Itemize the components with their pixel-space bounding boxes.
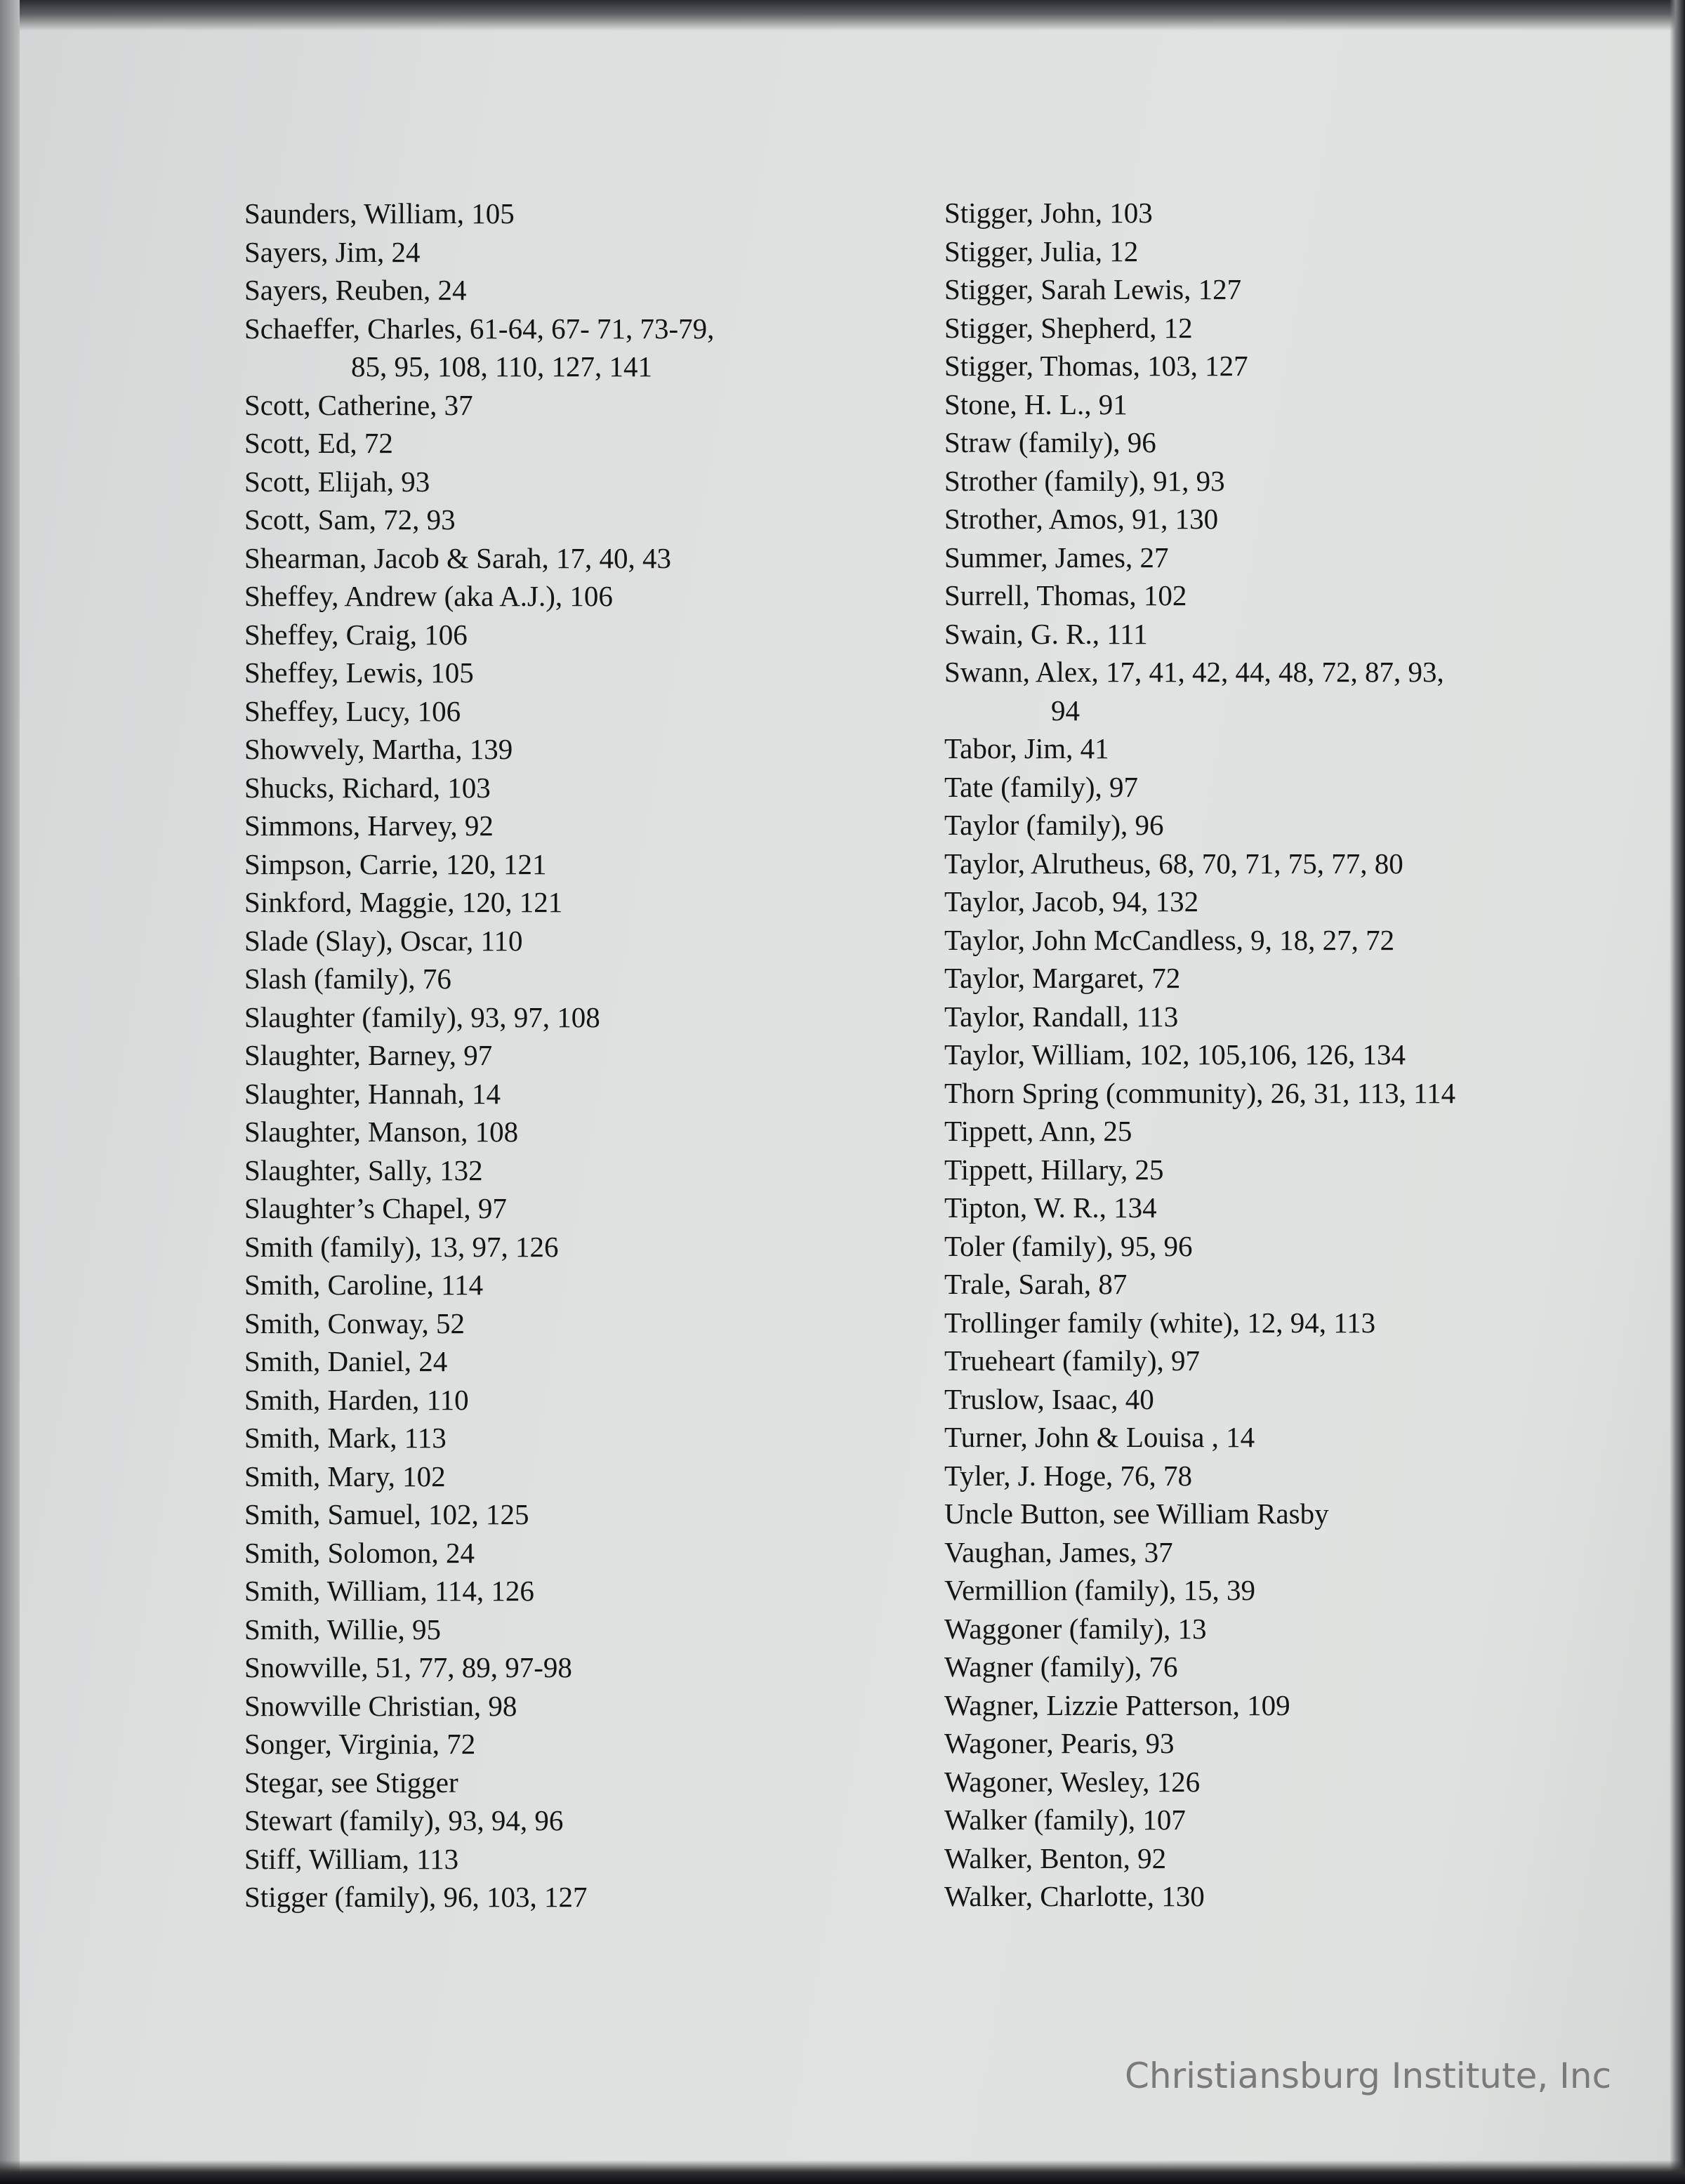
index-entry: Slaughter, Hannah, 14: [244, 1077, 501, 1110]
index-entry: Tippett, Ann, 25: [944, 1115, 1132, 1147]
index-entry: Trueheart (family), 97: [944, 1344, 1200, 1377]
index-entry: Truslow, Isaac, 40: [944, 1382, 1154, 1415]
index-entry: Wagoner, Pearis, 93: [944, 1727, 1175, 1759]
index-entry: Turner, John & Louisa , 14: [944, 1421, 1255, 1453]
index-entry: Smith, William, 114, 126: [244, 1575, 534, 1607]
index-entry: Vaughan, James, 37: [944, 1535, 1173, 1568]
index-entry: Showvely, Martha, 139: [244, 733, 513, 765]
index-entry: Sinkford, Maggie, 120, 121: [244, 886, 563, 918]
index-entry: Snowville, 51, 77, 89, 97-98: [244, 1651, 572, 1683]
index-entry: Wagner (family), 76: [944, 1650, 1178, 1683]
top-shadow: [0, 0, 1685, 31]
index-entry: Walker (family), 107: [944, 1804, 1186, 1836]
index-entry: Scott, Elijah, 93: [244, 465, 430, 498]
index-entry: Stigger, Julia, 12: [944, 234, 1139, 267]
index-entry: Stigger, Thomas, 103, 127: [944, 350, 1248, 382]
index-entry: Taylor, Randall, 113: [944, 1000, 1179, 1033]
index-entry: Shearman, Jacob & Sarah, 17, 40, 43: [244, 541, 672, 574]
index-entry: Strother, Amos, 91, 130: [944, 503, 1219, 535]
index-entry: Thorn Spring (community), 26, 31, 113, 114: [944, 1076, 1456, 1109]
index-entry: Slaughter, Manson, 108: [244, 1116, 519, 1148]
index-entry: Smith (family), 13, 97, 126: [244, 1230, 559, 1263]
index-entry: Scott, Catherine, 37: [244, 388, 473, 421]
index-entry: Smith, Samuel, 102, 125: [244, 1498, 529, 1530]
index-entry: Trale, Sarah, 87: [944, 1268, 1128, 1300]
bottom-shadow: [0, 2160, 1685, 2184]
index-entry: Tyler, J. Hoge, 76, 78: [944, 1459, 1193, 1492]
index-entry: Summer, James, 27: [944, 541, 1169, 574]
index-entry: Smith, Daniel, 24: [244, 1345, 448, 1377]
index-entry: Slaughter, Barney, 97: [244, 1039, 493, 1071]
index-entry: Stigger, Sarah Lewis, 127: [944, 273, 1242, 305]
index-entry: Taylor, William, 102, 105,106, 126, 134: [944, 1038, 1406, 1071]
index-entry: Swain, G. R., 111: [944, 617, 1148, 650]
index-entry: Sayers, Jim, 24: [244, 235, 421, 268]
index-entry: Stigger, Shepherd, 12: [944, 311, 1193, 344]
index-column-right: [944, 194, 1604, 1916]
index-entry: Stone, H. L., 91: [944, 388, 1128, 421]
index-entry-continuation: 85, 95, 108, 110, 127, 141: [351, 350, 652, 383]
index-entry: Smith, Solomon, 24: [244, 1536, 475, 1569]
index-entry: Simpson, Carrie, 120, 121: [244, 847, 547, 880]
index-entry: Trollinger family (white), 12, 94, 113: [944, 1306, 1376, 1339]
index-entry: Scott, Ed, 72: [244, 427, 393, 459]
index-entry: Uncle Button, see William Rasby: [944, 1497, 1329, 1530]
index-entry: Surrell, Thomas, 102: [944, 579, 1187, 611]
index-entry: Taylor, John McCandless, 9, 18, 27, 72: [944, 923, 1395, 956]
index-entry: Tate (family), 97: [944, 770, 1139, 803]
index-entry: Snowville Christian, 98: [244, 1689, 517, 1722]
index-entry: Taylor, Jacob, 94, 132: [944, 885, 1199, 918]
watermark-text: Christiansburg Institute, Inc: [1125, 2056, 1612, 2096]
index-entry: Slash (family), 76: [244, 962, 451, 995]
index-entry: Smith, Conway, 52: [244, 1306, 465, 1339]
index-entry: Sheffey, Craig, 106: [244, 618, 468, 651]
index-entry: Tippett, Hillary, 25: [944, 1153, 1164, 1186]
index-column-left: [244, 194, 904, 1917]
index-entry: Stewart (family), 93, 94, 96: [244, 1804, 564, 1836]
index-entry-continuation: 94: [1051, 694, 1080, 727]
index-entry: Vermillion (family), 15, 39: [944, 1574, 1255, 1606]
index-entry: Walker, Benton, 92: [944, 1841, 1167, 1874]
index-entry: Songer, Virginia, 72: [244, 1728, 476, 1760]
index-entry: Slaughter’s Chapel, 97: [244, 1192, 507, 1224]
index-entry: Smith, Mark, 113: [244, 1422, 447, 1454]
index-entry: Schaeffer, Charles, 61-64, 67- 71, 73-79,: [244, 312, 715, 345]
index-entry: Smith, Mary, 102: [244, 1460, 446, 1493]
index-entry: Strother (family), 91, 93: [944, 464, 1225, 497]
index-entry: Sheffey, Lucy, 106: [244, 694, 461, 727]
index-entry: Stiff, William, 113: [244, 1842, 459, 1875]
index-entry: Taylor (family), 96: [944, 809, 1164, 841]
index-entry: Sayers, Reuben, 24: [244, 274, 467, 306]
index-entry: Slade (Slay), Oscar, 110: [244, 924, 523, 957]
index-entry: Straw (family), 96: [944, 426, 1156, 458]
index-entry: Tipton, W. R., 134: [944, 1191, 1157, 1224]
index-entry: Saunders, William, 105: [244, 197, 515, 230]
index-entry: Taylor, Alrutheus, 68, 70, 71, 75, 77, 80: [944, 847, 1403, 880]
index-entry: Taylor, Margaret, 72: [944, 962, 1181, 994]
index-entry: Slaughter, Sally, 132: [244, 1153, 483, 1186]
index-entry: Swann, Alex, 17, 41, 42, 44, 48, 72, 87, 93,: [944, 656, 1444, 688]
index-entry: Smith, Caroline, 114: [244, 1269, 484, 1301]
index-entry: Tabor, Jim, 41: [944, 732, 1109, 765]
index-entry: Sheffey, Andrew (aka A.J.), 106: [244, 580, 613, 612]
index-entry: Smith, Willie, 95: [244, 1613, 442, 1646]
index-entry: Stigger (family), 96, 103, 127: [244, 1881, 588, 1913]
index-entry: Waggoner (family), 13: [944, 1612, 1207, 1645]
index-entry: Wagoner, Wesley, 126: [944, 1765, 1201, 1798]
left-page-edge: [0, 0, 20, 2184]
index-entry: Simmons, Harvey, 92: [244, 809, 494, 842]
right-page-edge: [1670, 0, 1685, 2184]
index-entry: Sheffey, Lewis, 105: [244, 656, 474, 689]
index-entry: Wagner, Lizzie Patterson, 109: [944, 1688, 1290, 1721]
index-entry: Stigger, John, 103: [944, 197, 1153, 229]
index-entry: Stegar, see Stigger: [244, 1766, 458, 1799]
index-entry: Walker, Charlotte, 130: [944, 1880, 1205, 1912]
index-entry: Smith, Harden, 110: [244, 1383, 469, 1416]
index-entry: Slaughter (family), 93, 97, 108: [244, 1000, 600, 1033]
index-entry: Scott, Sam, 72, 93: [244, 503, 456, 536]
index-entry: Shucks, Richard, 103: [244, 771, 491, 804]
index-entry: Toler (family), 95, 96: [944, 1229, 1193, 1262]
